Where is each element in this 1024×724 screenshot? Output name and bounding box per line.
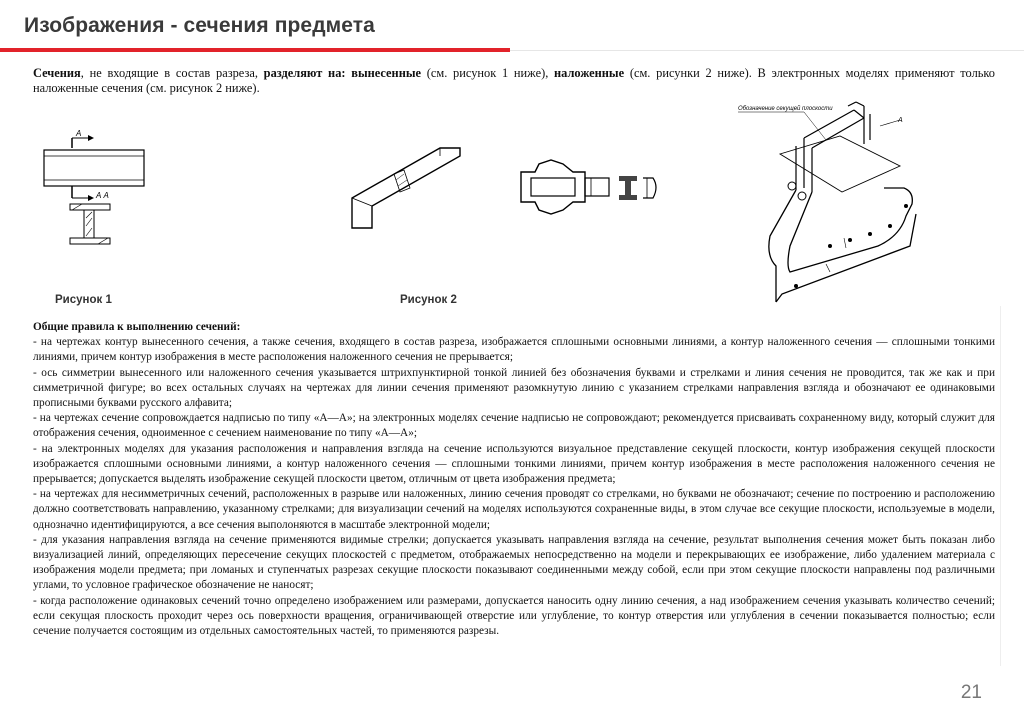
section-rules <box>33 320 995 639</box>
intro-text-2: (см. рисунок 1 ниже), <box>421 66 555 80</box>
figure-1-removed-section <box>36 128 156 250</box>
rule-item: - на чертежах сечение сопровождается надписью по типу «А—А»; на электронных моделях сечение надписью не сопровождают; рекомендуется присваивать сохраненному виду, который служит для отображения сечения, одноименное с сечением наименование по типу «А—А»; <box>33 412 995 440</box>
rule-item: - когда расположение одинаковых сечений точно определено изображением или размерами, допускается наносить одну линию сечения, а над изображением сечения указывать количество сечений; если секущая плоскость проходит через ось поверхности вращения, ограничивающей отверстие или углубление, то контур отверстия или углубления в сечении показывается полностью; если сечение получается состоящим из отдельных самостоятельных частей, то применяются разрезы. <box>33 594 995 638</box>
fig4-letter-a: А <box>898 117 903 124</box>
figure-1-caption: Рисунок 1 <box>55 294 112 306</box>
i-section <box>619 176 637 200</box>
cutting-plane <box>780 136 900 192</box>
figure-4-3d-model-section <box>730 96 930 306</box>
figure-2-overlaid-section-angle <box>342 140 468 240</box>
rules-heading: Общие правила к выполнению сечений: <box>33 321 241 333</box>
rule-item: - на чертежах контур вынесенного сечения, а также сечения, входящего в состав разреза, изображается сплошными основными линиями, а контур наложенного сечения — сплошными тонкими линиями, причем контур изображения в месте расположения наложенного сечения не прерывается; <box>33 336 995 364</box>
section-label-aa: А А <box>96 191 109 200</box>
cutting-plane-label: Обозначение секущей плоскости <box>738 106 833 112</box>
intro-text-3: (см. рисунки 2 ниже). В электронных моделях применяют только наложенные сечения (см. рисунок 2 ниже). <box>33 66 995 95</box>
intro-term-overlaid: наложенные <box>554 66 625 80</box>
intro-term-divided: разделяют на: вынесенные <box>263 66 422 80</box>
rule-item: - на электронных моделях для указания расположения и направления взгляда на сечение используются визуальное представление секущей плоскости, контур изображения секущей плоскости изображается сплошными основными линиями, а контур наложенного сечения — сплошными тонкими линиями, причем контур изображения в месте расположения наложенного сечения не прерывается; допускается выделять изображение секущей плоскости цветом, отличным от цвета изображения предмета; <box>33 442 995 486</box>
intro-text-1: , не входящие в состав разреза, <box>80 66 264 80</box>
section-letter-top: А <box>76 129 82 138</box>
title-divider-line <box>510 50 1024 51</box>
page-number: 21 <box>960 682 982 703</box>
figure-2-caption: Рисунок 2 <box>400 294 457 306</box>
rule-item: - ось симметрии вынесенного или наложенного сечения указывается штрихпунктирной тонкой линией без обозначения буквами и стрелками и линия сечения не проводится, так же как и при симметричной фигуре; во всех остальных случаях на чертежах для линии сечения применяют разомкнутую линию с указанием стрелками направления взгляда и обозначают ее одинаковыми прописными буквами русского алфавита; <box>33 366 995 410</box>
intro-term-sections: Сечения <box>33 66 81 80</box>
intro-paragraph <box>33 66 995 96</box>
beam-outline <box>44 150 144 186</box>
right-divider-line <box>1000 306 1001 666</box>
title-accent-bar <box>0 48 510 52</box>
page-title: Изображения - сечения предмета <box>24 14 375 37</box>
figure-3-rod-with-section <box>515 158 663 218</box>
i-beam-section <box>70 204 110 244</box>
rule-item: - на чертежах для несимметричных сечений, расположенных в разрыве или наложенных, линию сечения проводят со стрелками, но буквами не обозначают; сечение по построению и расположению должно соответствовать направлению, указанному стрелками; для визуализации сечений на моделях используются сохраненные виды, в этом случае все секущие плоскости, используемые в модели, однозначно идентифицируются, а все сечения выполоняются в масштабе электронной модели; <box>33 488 995 531</box>
rule-item: - для указания направления взгляда на сечение применяются видимые стрелки; допускается указывать направления взгляда на сечение, результат выполнения сечения может быть показан либо визуализацией линий, определяющих пересечение секущих плоскостей с предметом, отображаемых непосредственно на модели и перекрывающих ее изображение, либо удалением материала с изображения модели предмета; при ломаных и ступенчатых разрезах секущие плоскости показывают соединенными между собой, если при этом секущие плоскости направлены под различными углами, то условное графическое обозначение не наносят; <box>33 533 995 592</box>
